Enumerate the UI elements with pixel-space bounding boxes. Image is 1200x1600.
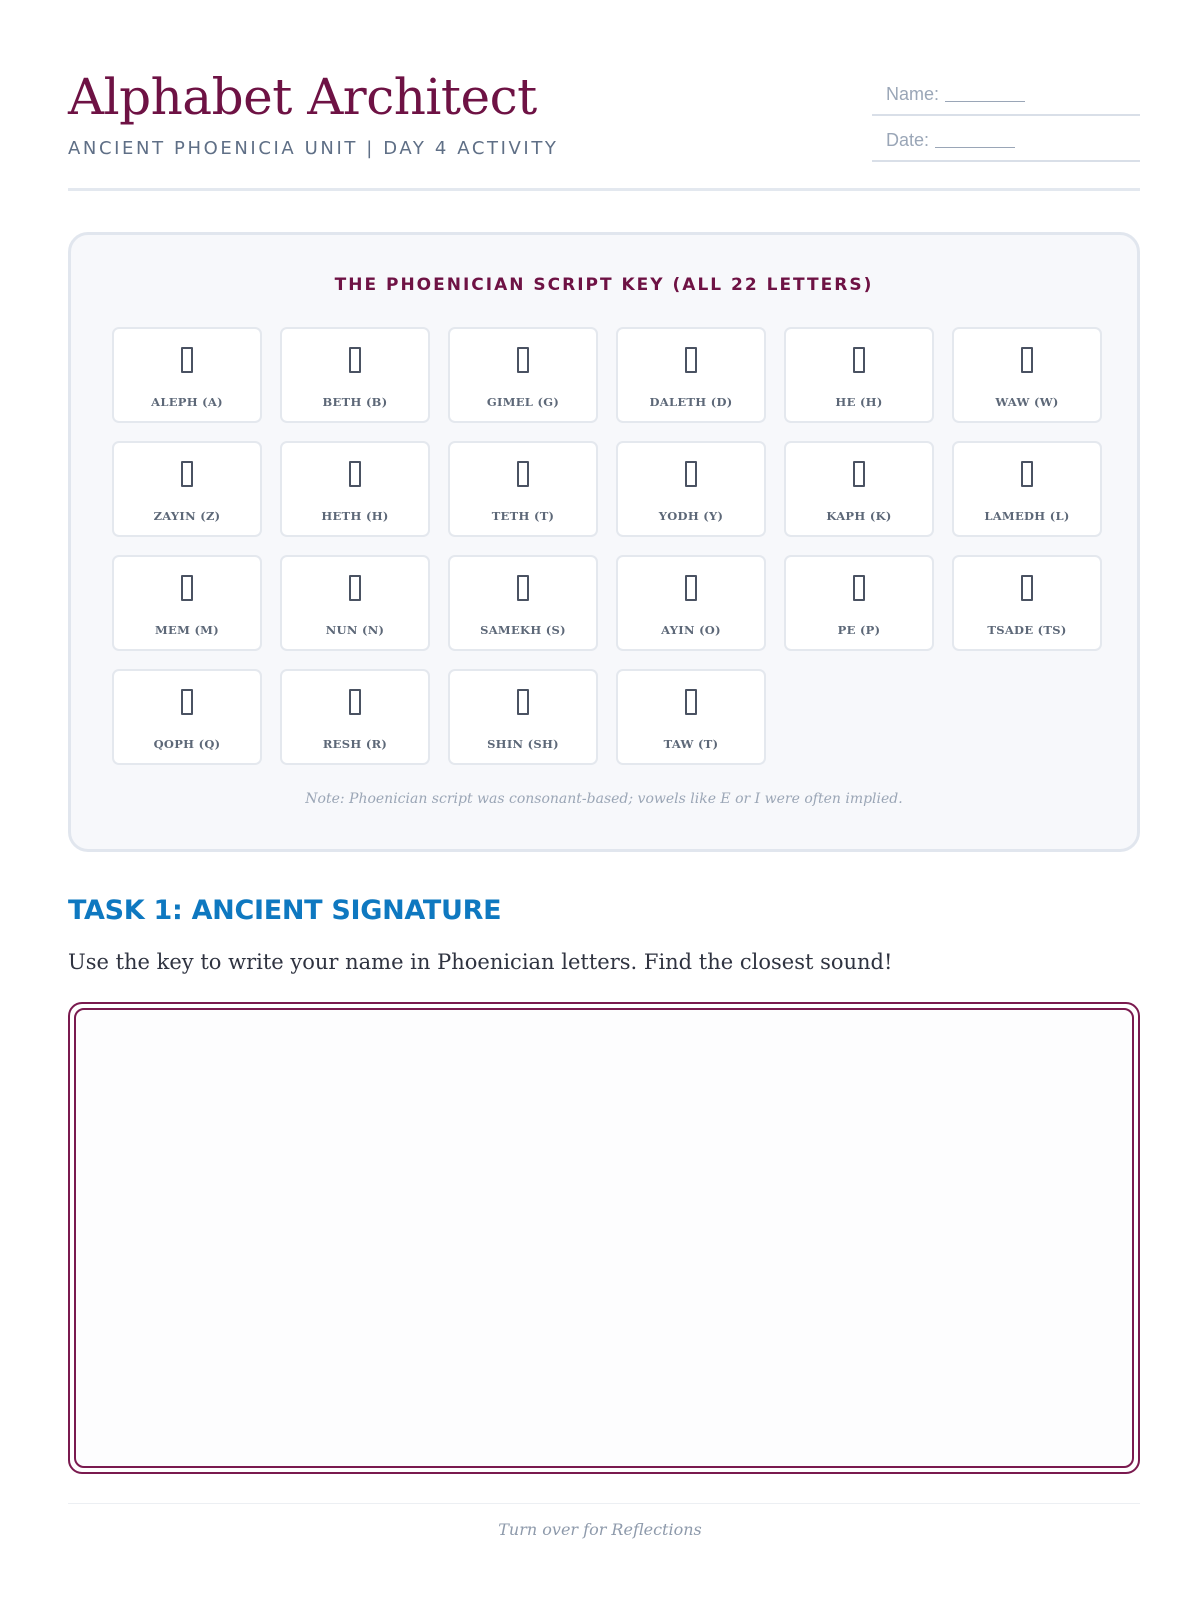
letter-label: PE (P) bbox=[837, 623, 881, 637]
letter-card bbox=[952, 441, 1102, 537]
missing-glyph-icon bbox=[114, 689, 260, 720]
missing-glyph-icon bbox=[786, 347, 932, 378]
letter-label: TETH (T) bbox=[491, 509, 555, 523]
letter-card bbox=[280, 327, 430, 423]
letter-card bbox=[112, 327, 262, 423]
missing-glyph-icon bbox=[282, 575, 428, 606]
letter-label: ZAYIN (Z) bbox=[153, 509, 221, 523]
letter-label: WAW (W) bbox=[995, 395, 1059, 409]
letter-label: YODH (Y) bbox=[658, 509, 724, 523]
missing-glyph-icon bbox=[954, 461, 1100, 492]
task-title: TASK 1: ANCIENT SIGNATURE bbox=[68, 895, 502, 926]
missing-glyph-icon bbox=[954, 347, 1100, 378]
name-blank bbox=[945, 101, 1025, 102]
header-divider bbox=[68, 188, 1140, 191]
student-info bbox=[872, 70, 1140, 162]
missing-glyph-icon bbox=[282, 347, 428, 378]
letter-card bbox=[616, 669, 766, 765]
name-label: Name: bbox=[886, 84, 940, 104]
name-field[interactable] bbox=[872, 70, 1140, 116]
signature-answer-box[interactable] bbox=[68, 1002, 1140, 1474]
letter-card bbox=[616, 555, 766, 651]
date-field[interactable] bbox=[872, 116, 1140, 162]
letter-label: SHIN (SH) bbox=[487, 737, 559, 751]
missing-glyph-icon bbox=[114, 461, 260, 492]
letter-card bbox=[448, 555, 598, 651]
letter-card bbox=[616, 441, 766, 537]
missing-glyph-icon bbox=[114, 347, 260, 378]
letter-label: QOPH (Q) bbox=[153, 737, 221, 751]
letter-label: DALETH (D) bbox=[649, 395, 733, 409]
letter-card bbox=[112, 669, 262, 765]
missing-glyph-icon bbox=[450, 461, 596, 492]
missing-glyph-icon bbox=[282, 461, 428, 492]
script-key-title: THE PHOENICIAN SCRIPT KEY (ALL 22 LETTERS) bbox=[334, 275, 874, 295]
missing-glyph-icon bbox=[786, 575, 932, 606]
script-key-note: Note: Phoenician script was consonant-based; vowels like E or I were often implied. bbox=[305, 791, 903, 807]
letter-card bbox=[112, 555, 262, 651]
footer-note: Turn over for Reflections bbox=[498, 1520, 702, 1539]
script-key-panel bbox=[68, 232, 1140, 852]
letter-card bbox=[448, 327, 598, 423]
letter-card bbox=[448, 441, 598, 537]
missing-glyph-icon bbox=[618, 461, 764, 492]
missing-glyph-icon bbox=[450, 575, 596, 606]
letter-label: HETH (H) bbox=[321, 509, 389, 523]
header bbox=[68, 60, 1140, 190]
footer-divider bbox=[68, 1503, 1140, 1504]
letter-card bbox=[280, 441, 430, 537]
page-title: Alphabet Architect bbox=[68, 68, 537, 126]
missing-glyph-icon bbox=[450, 347, 596, 378]
missing-glyph-icon bbox=[450, 689, 596, 720]
letter-label: TAW (T) bbox=[663, 737, 719, 751]
missing-glyph-icon bbox=[618, 689, 764, 720]
letter-label: BETH (B) bbox=[322, 395, 388, 409]
task-instruction: Use the key to write your name in Phoenician letters. Find the closest sound! bbox=[68, 950, 893, 974]
missing-glyph-icon bbox=[786, 461, 932, 492]
letter-label: AYIN (O) bbox=[661, 623, 721, 637]
letter-label: MEM (M) bbox=[155, 623, 219, 637]
signature-writing-area[interactable] bbox=[74, 1008, 1134, 1468]
letter-label: HE (H) bbox=[835, 395, 883, 409]
letter-card bbox=[784, 441, 934, 537]
missing-glyph-icon bbox=[618, 347, 764, 378]
letter-label: NUN (N) bbox=[325, 623, 385, 637]
letter-label: SAMEKH (S) bbox=[480, 623, 566, 637]
date-label: Date: bbox=[886, 130, 930, 150]
letter-card bbox=[784, 327, 934, 423]
missing-glyph-icon bbox=[618, 575, 764, 606]
date-blank bbox=[935, 147, 1015, 148]
letter-label: ALEPH (A) bbox=[151, 395, 223, 409]
letter-card bbox=[784, 555, 934, 651]
missing-glyph-icon bbox=[282, 689, 428, 720]
letter-grid bbox=[112, 327, 1102, 765]
letter-card bbox=[280, 669, 430, 765]
missing-glyph-icon bbox=[954, 575, 1100, 606]
letter-card bbox=[616, 327, 766, 423]
letter-card bbox=[280, 555, 430, 651]
letter-card bbox=[112, 441, 262, 537]
letter-label: RESH (R) bbox=[322, 737, 388, 751]
letter-card bbox=[952, 327, 1102, 423]
letter-label: TSADE (TS) bbox=[987, 623, 1067, 637]
letter-label: GIMEL (G) bbox=[486, 395, 560, 409]
missing-glyph-icon bbox=[114, 575, 260, 606]
letter-card bbox=[952, 555, 1102, 651]
page-subtitle: ANCIENT PHOENICIA UNIT | DAY 4 ACTIVITY bbox=[68, 138, 559, 159]
letter-label: LAMEDH (L) bbox=[984, 509, 1070, 523]
letter-card bbox=[448, 669, 598, 765]
letter-label: KAPH (K) bbox=[826, 509, 892, 523]
